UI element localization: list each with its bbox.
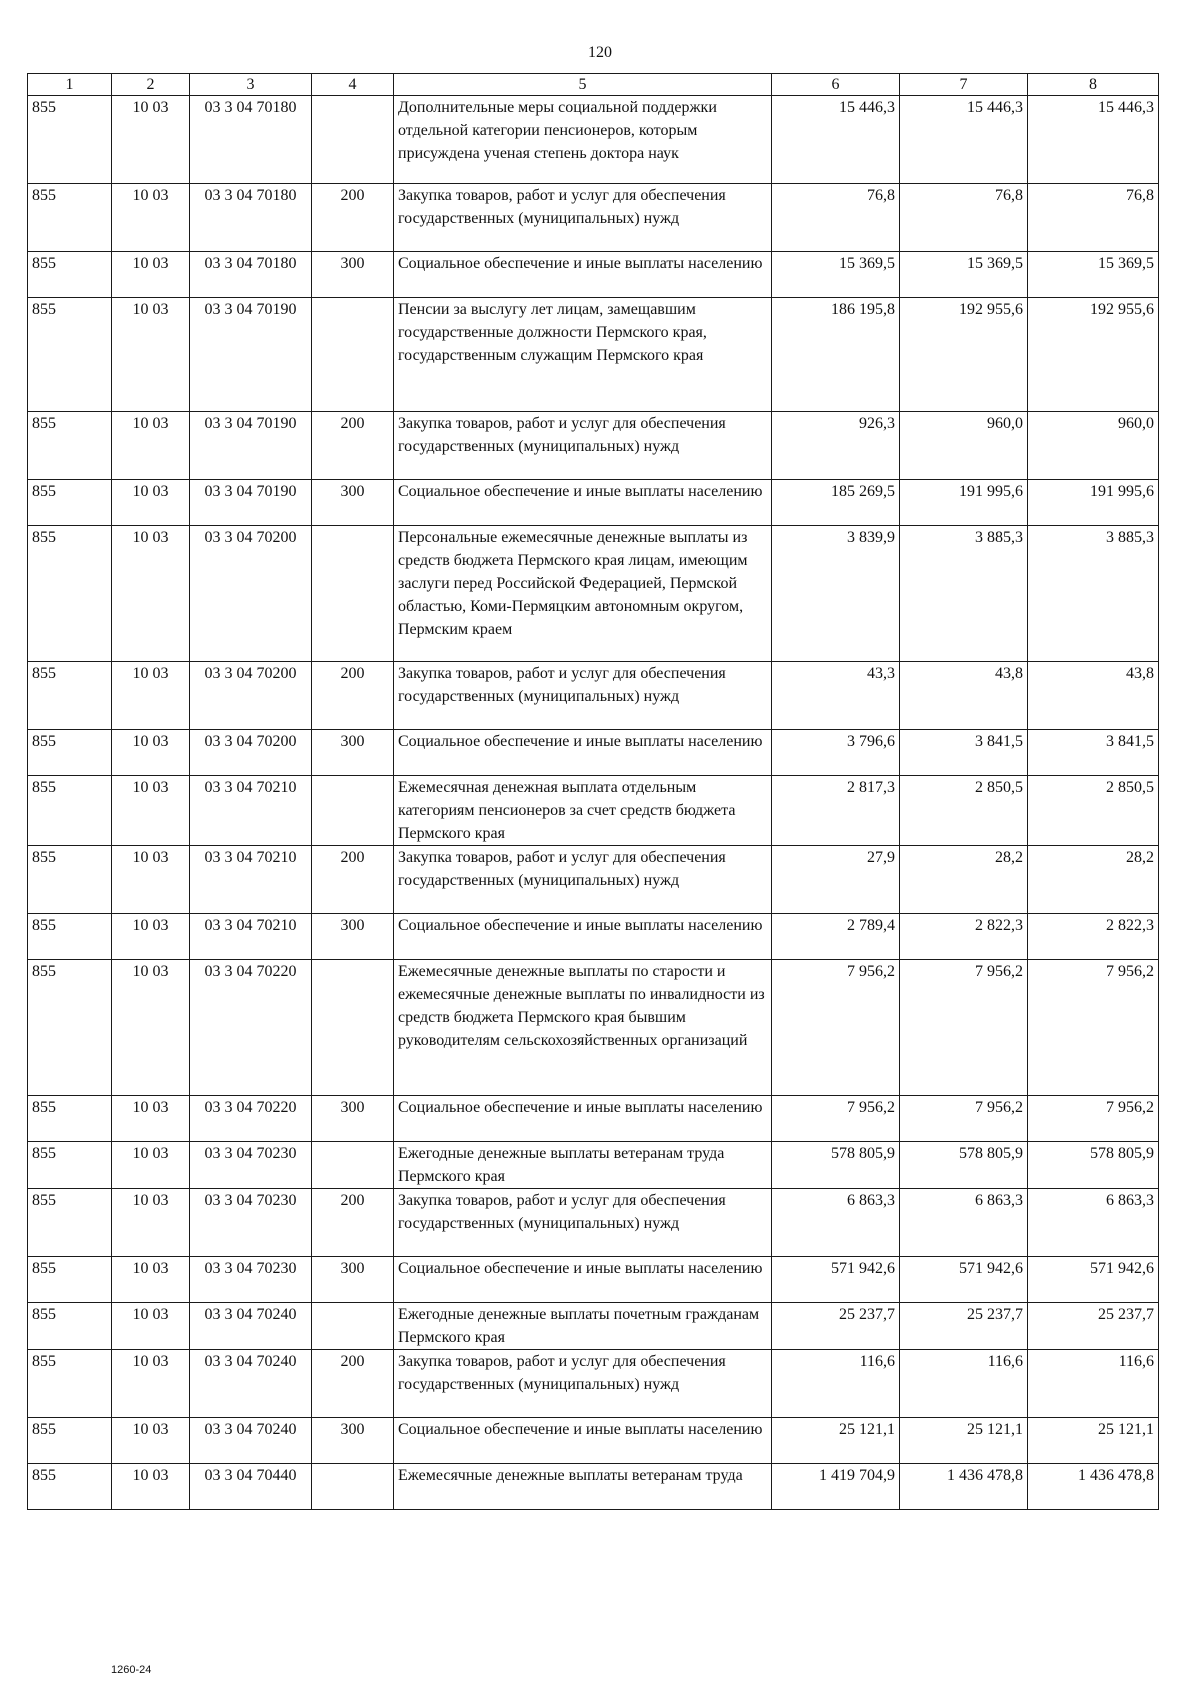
expense-type-cell: 200: [312, 1189, 394, 1257]
amount-col8-cell: 2 822,3: [1028, 914, 1159, 960]
amount-col7-cell: 960,0: [900, 412, 1028, 480]
table-body: [28, 96, 1159, 1510]
amount-col8-cell: 578 805,9: [1028, 1142, 1159, 1189]
amount-col7-cell: 192 955,6: [900, 298, 1028, 412]
amount-col8-cell: 2 850,5: [1028, 776, 1159, 846]
amount-col7-cell: 15 446,3: [900, 96, 1028, 184]
item-name-cell: Социальное обеспечение и иные выплаты населению: [394, 252, 772, 298]
target-article-cell: 03 3 04 70180: [190, 252, 312, 298]
admin-code-cell: 855: [28, 1096, 112, 1142]
table-row: [28, 96, 1159, 184]
item-name-cell: Ежемесячные денежные выплаты ветеранам труда: [394, 1464, 772, 1510]
section-code-cell: 10 03: [112, 96, 190, 184]
amount-col7-cell: 2 850,5: [900, 776, 1028, 846]
item-name-cell: Пенсии за выслугу лет лицам, замещавшим государственные должности Пермского края, государственным служащим Пермского края: [394, 298, 772, 412]
table-row: [28, 184, 1159, 252]
section-code-cell: 10 03: [112, 1418, 190, 1464]
table-row: [28, 412, 1159, 480]
item-name-cell: Социальное обеспечение и иные выплаты населению: [394, 730, 772, 776]
expense-type-cell: 300: [312, 730, 394, 776]
amount-col7-cell: 6 863,3: [900, 1189, 1028, 1257]
amount-col8-cell: 7 956,2: [1028, 960, 1159, 1096]
amount-col6-cell: 76,8: [772, 184, 900, 252]
admin-code-cell: 855: [28, 960, 112, 1096]
table-row: [28, 776, 1159, 846]
target-article-cell: 03 3 04 70200: [190, 662, 312, 730]
amount-col6-cell: 186 195,8: [772, 298, 900, 412]
amount-col6-cell: 25 121,1: [772, 1418, 900, 1464]
admin-code-cell: 855: [28, 1464, 112, 1510]
admin-code-cell: 855: [28, 776, 112, 846]
document-code: 1260-24: [111, 1664, 152, 1676]
header-cell: 7: [900, 74, 1028, 96]
amount-col8-cell: 25 237,7: [1028, 1303, 1159, 1350]
expense-type-cell: [312, 776, 394, 846]
item-name-cell: Закупка товаров, работ и услуг для обеспечения государственных (муниципальных) нужд: [394, 662, 772, 730]
header-cell: 1: [28, 74, 112, 96]
item-name-cell: Социальное обеспечение и иные выплаты населению: [394, 1257, 772, 1303]
target-article-cell: 03 3 04 70220: [190, 1096, 312, 1142]
budget-table: [27, 73, 1159, 1510]
amount-col6-cell: 6 863,3: [772, 1189, 900, 1257]
header-cell: 8: [1028, 74, 1159, 96]
table-row: [28, 730, 1159, 776]
target-article-cell: 03 3 04 70230: [190, 1142, 312, 1189]
amount-col6-cell: 578 805,9: [772, 1142, 900, 1189]
section-code-cell: 10 03: [112, 1350, 190, 1418]
expense-type-cell: [312, 526, 394, 662]
item-name-cell: Дополнительные меры социальной поддержки отдельной категории пенсионеров, которым присуждена ученая степень доктора наук: [394, 96, 772, 184]
amount-col7-cell: 1 436 478,8: [900, 1464, 1028, 1510]
section-code-cell: 10 03: [112, 730, 190, 776]
item-name-cell: Социальное обеспечение и иные выплаты населению: [394, 1096, 772, 1142]
amount-col6-cell: 27,9: [772, 846, 900, 914]
target-article-cell: 03 3 04 70440: [190, 1464, 312, 1510]
amount-col6-cell: 116,6: [772, 1350, 900, 1418]
expense-type-cell: 300: [312, 252, 394, 298]
admin-code-cell: 855: [28, 252, 112, 298]
amount-col7-cell: 43,8: [900, 662, 1028, 730]
admin-code-cell: 855: [28, 846, 112, 914]
expense-type-cell: [312, 1142, 394, 1189]
expense-type-cell: 200: [312, 184, 394, 252]
table-row: [28, 662, 1159, 730]
item-name-cell: Закупка товаров, работ и услуг для обеспечения государственных (муниципальных) нужд: [394, 846, 772, 914]
section-code-cell: 10 03: [112, 1257, 190, 1303]
amount-col8-cell: 1 436 478,8: [1028, 1464, 1159, 1510]
table-row: [28, 1096, 1159, 1142]
table-row: [28, 1464, 1159, 1510]
header-cell: 6: [772, 74, 900, 96]
header-row: [28, 74, 1159, 96]
item-name-cell: Ежемесячная денежная выплата отдельным категориям пенсионеров за счет средств бюджета Пермского края: [394, 776, 772, 846]
amount-col6-cell: 3 839,9: [772, 526, 900, 662]
amount-col6-cell: 1 419 704,9: [772, 1464, 900, 1510]
amount-col8-cell: 43,8: [1028, 662, 1159, 730]
target-article-cell: 03 3 04 70240: [190, 1303, 312, 1350]
expense-type-cell: [312, 1464, 394, 1510]
admin-code-cell: 855: [28, 96, 112, 184]
amount-col8-cell: 3 841,5: [1028, 730, 1159, 776]
amount-col7-cell: 7 956,2: [900, 1096, 1028, 1142]
admin-code-cell: 855: [28, 184, 112, 252]
section-code-cell: 10 03: [112, 1096, 190, 1142]
table-row: [28, 526, 1159, 662]
item-name-cell: Ежегодные денежные выплаты ветеранам труда Пермского края: [394, 1142, 772, 1189]
amount-col6-cell: 15 369,5: [772, 252, 900, 298]
amount-col7-cell: 571 942,6: [900, 1257, 1028, 1303]
admin-code-cell: 855: [28, 480, 112, 526]
amount-col8-cell: 960,0: [1028, 412, 1159, 480]
target-article-cell: 03 3 04 70180: [190, 184, 312, 252]
table-row: [28, 298, 1159, 412]
admin-code-cell: 855: [28, 1257, 112, 1303]
section-code-cell: 10 03: [112, 1189, 190, 1257]
target-article-cell: 03 3 04 70210: [190, 846, 312, 914]
header-cell: 5: [394, 74, 772, 96]
amount-col7-cell: 2 822,3: [900, 914, 1028, 960]
section-code-cell: 10 03: [112, 914, 190, 960]
amount-col6-cell: 25 237,7: [772, 1303, 900, 1350]
amount-col7-cell: 7 956,2: [900, 960, 1028, 1096]
admin-code-cell: 855: [28, 412, 112, 480]
target-article-cell: 03 3 04 70190: [190, 480, 312, 526]
amount-col8-cell: 571 942,6: [1028, 1257, 1159, 1303]
section-code-cell: 10 03: [112, 846, 190, 914]
item-name-cell: Персональные ежемесячные денежные выплаты из средств бюджета Пермского края лицам, имеющим заслуги перед Российской Федерацией, Пермской областью, Коми-Пермяцким автономным округом, Пермским краем: [394, 526, 772, 662]
expense-type-cell: 200: [312, 846, 394, 914]
amount-col6-cell: 571 942,6: [772, 1257, 900, 1303]
table-row: [28, 1142, 1159, 1189]
amount-col6-cell: 43,3: [772, 662, 900, 730]
amount-col8-cell: 116,6: [1028, 1350, 1159, 1418]
item-name-cell: Социальное обеспечение и иные выплаты населению: [394, 914, 772, 960]
amount-col8-cell: 28,2: [1028, 846, 1159, 914]
target-article-cell: 03 3 04 70210: [190, 776, 312, 846]
expense-type-cell: 200: [312, 662, 394, 730]
section-code-cell: 10 03: [112, 252, 190, 298]
item-name-cell: Закупка товаров, работ и услуг для обеспечения государственных (муниципальных) нужд: [394, 1189, 772, 1257]
item-name-cell: Социальное обеспечение и иные выплаты населению: [394, 480, 772, 526]
section-code-cell: 10 03: [112, 184, 190, 252]
target-article-cell: 03 3 04 70200: [190, 526, 312, 662]
item-name-cell: Закупка товаров, работ и услуг для обеспечения государственных (муниципальных) нужд: [394, 1350, 772, 1418]
header-cell: 4: [312, 74, 394, 96]
admin-code-cell: 855: [28, 662, 112, 730]
table-row: [28, 960, 1159, 1096]
item-name-cell: Закупка товаров, работ и услуг для обеспечения государственных (муниципальных) нужд: [394, 412, 772, 480]
expense-type-cell: 300: [312, 914, 394, 960]
amount-col7-cell: 116,6: [900, 1350, 1028, 1418]
target-article-cell: 03 3 04 70240: [190, 1418, 312, 1464]
amount-col6-cell: 2 789,4: [772, 914, 900, 960]
amount-col7-cell: 578 805,9: [900, 1142, 1028, 1189]
section-code-cell: 10 03: [112, 412, 190, 480]
header-cell: 3: [190, 74, 312, 96]
target-article-cell: 03 3 04 70240: [190, 1350, 312, 1418]
amount-col8-cell: 76,8: [1028, 184, 1159, 252]
admin-code-cell: 855: [28, 1189, 112, 1257]
expense-type-cell: [312, 1303, 394, 1350]
expense-type-cell: 200: [312, 412, 394, 480]
table-row: [28, 480, 1159, 526]
target-article-cell: 03 3 04 70200: [190, 730, 312, 776]
amount-col8-cell: 191 995,6: [1028, 480, 1159, 526]
expense-type-cell: 300: [312, 1418, 394, 1464]
table-row: [28, 846, 1159, 914]
amount-col6-cell: 3 796,6: [772, 730, 900, 776]
amount-col7-cell: 28,2: [900, 846, 1028, 914]
table-row: [28, 1257, 1159, 1303]
target-article-cell: 03 3 04 70190: [190, 412, 312, 480]
target-article-cell: 03 3 04 70230: [190, 1189, 312, 1257]
expense-type-cell: [312, 298, 394, 412]
admin-code-cell: 855: [28, 1418, 112, 1464]
amount-col7-cell: 25 121,1: [900, 1418, 1028, 1464]
section-code-cell: 10 03: [112, 526, 190, 662]
amount-col6-cell: 7 956,2: [772, 1096, 900, 1142]
target-article-cell: 03 3 04 70180: [190, 96, 312, 184]
amount-col8-cell: 25 121,1: [1028, 1418, 1159, 1464]
amount-col6-cell: 185 269,5: [772, 480, 900, 526]
section-code-cell: 10 03: [112, 480, 190, 526]
table-row: [28, 1350, 1159, 1418]
section-code-cell: 10 03: [112, 298, 190, 412]
admin-code-cell: 855: [28, 526, 112, 662]
amount-col7-cell: 15 369,5: [900, 252, 1028, 298]
item-name-cell: Ежемесячные денежные выплаты по старости и ежемесячные денежные выплаты по инвалидности из средств бюджета Пермского края бывшим руководителям сельскохозяйственных организаций: [394, 960, 772, 1096]
amount-col8-cell: 15 369,5: [1028, 252, 1159, 298]
amount-col7-cell: 191 995,6: [900, 480, 1028, 526]
expense-type-cell: [312, 96, 394, 184]
amount-col8-cell: 7 956,2: [1028, 1096, 1159, 1142]
page-number: 120: [588, 44, 612, 61]
table-row: [28, 1189, 1159, 1257]
section-code-cell: 10 03: [112, 960, 190, 1096]
amount-col7-cell: 3 885,3: [900, 526, 1028, 662]
admin-code-cell: 855: [28, 914, 112, 960]
section-code-cell: 10 03: [112, 1142, 190, 1189]
header-cell: 2: [112, 74, 190, 96]
section-code-cell: 10 03: [112, 1464, 190, 1510]
amount-col8-cell: 3 885,3: [1028, 526, 1159, 662]
table-row: [28, 252, 1159, 298]
admin-code-cell: 855: [28, 730, 112, 776]
target-article-cell: 03 3 04 70220: [190, 960, 312, 1096]
amount-col8-cell: 192 955,6: [1028, 298, 1159, 412]
target-article-cell: 03 3 04 70210: [190, 914, 312, 960]
amount-col8-cell: 6 863,3: [1028, 1189, 1159, 1257]
amount-col7-cell: 76,8: [900, 184, 1028, 252]
amount-col8-cell: 15 446,3: [1028, 96, 1159, 184]
expense-type-cell: 300: [312, 480, 394, 526]
admin-code-cell: 855: [28, 1350, 112, 1418]
section-code-cell: 10 03: [112, 776, 190, 846]
admin-code-cell: 855: [28, 1142, 112, 1189]
admin-code-cell: 855: [28, 298, 112, 412]
table-row: [28, 914, 1159, 960]
section-code-cell: 10 03: [112, 662, 190, 730]
section-code-cell: 10 03: [112, 1303, 190, 1350]
amount-col7-cell: 3 841,5: [900, 730, 1028, 776]
expense-type-cell: 300: [312, 1257, 394, 1303]
item-name-cell: Социальное обеспечение и иные выплаты населению: [394, 1418, 772, 1464]
amount-col7-cell: 25 237,7: [900, 1303, 1028, 1350]
item-name-cell: Ежегодные денежные выплаты почетным гражданам Пермского края: [394, 1303, 772, 1350]
amount-col6-cell: 7 956,2: [772, 960, 900, 1096]
amount-col6-cell: 2 817,3: [772, 776, 900, 846]
item-name-cell: Закупка товаров, работ и услуг для обеспечения государственных (муниципальных) нужд: [394, 184, 772, 252]
table-row: [28, 1418, 1159, 1464]
target-article-cell: 03 3 04 70190: [190, 298, 312, 412]
amount-col6-cell: 926,3: [772, 412, 900, 480]
expense-type-cell: 200: [312, 1350, 394, 1418]
table-row: [28, 1303, 1159, 1350]
expense-type-cell: 300: [312, 1096, 394, 1142]
amount-col6-cell: 15 446,3: [772, 96, 900, 184]
expense-type-cell: [312, 960, 394, 1096]
admin-code-cell: 855: [28, 1303, 112, 1350]
target-article-cell: 03 3 04 70230: [190, 1257, 312, 1303]
